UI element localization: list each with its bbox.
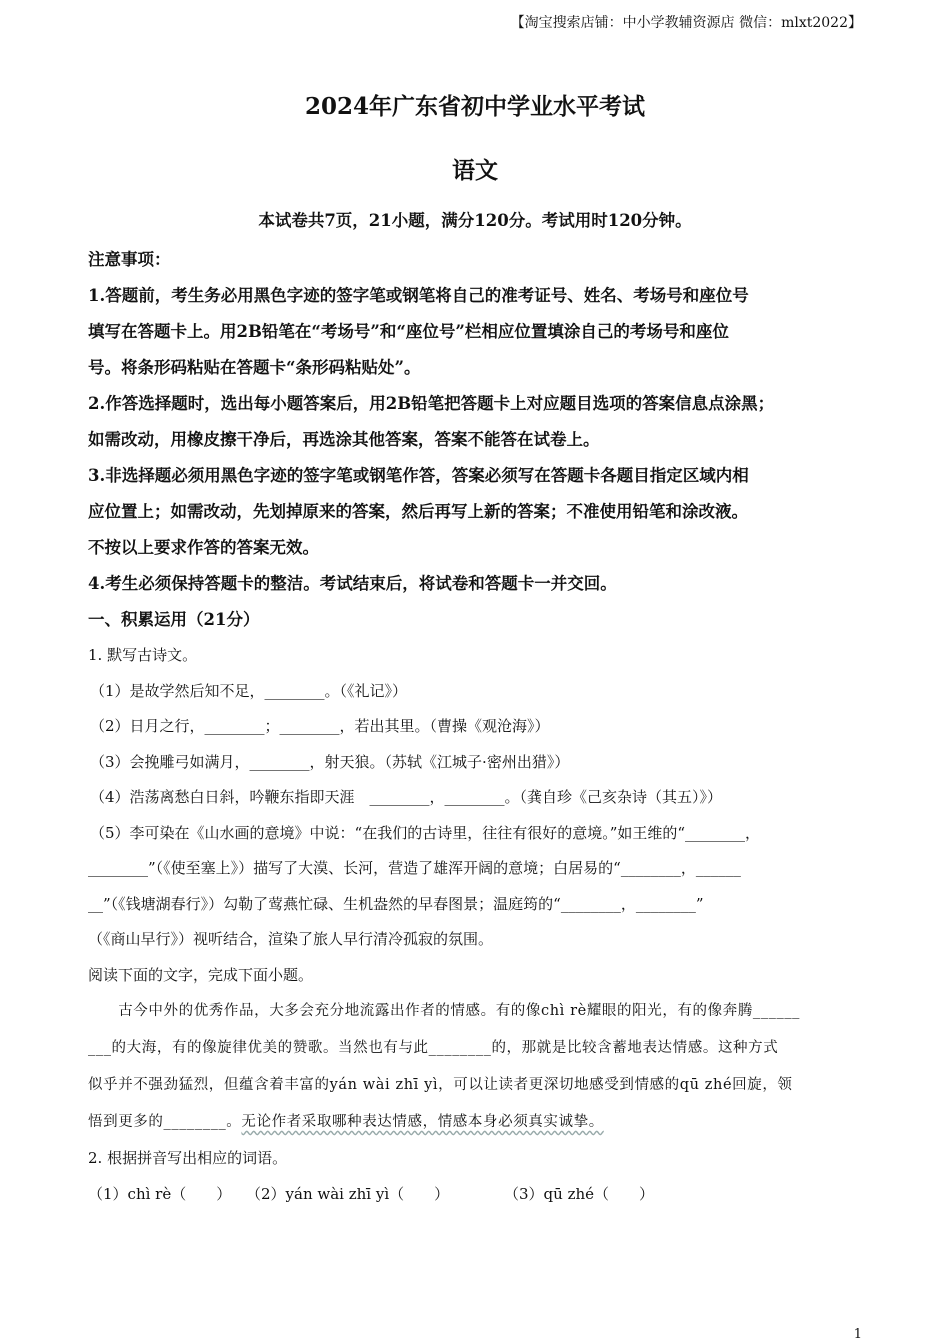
exam-title: 2024年广东省初中学业水平考试 (304, 93, 645, 120)
question-1-item: （4）浩荡离愁白日斜，吟鞭东指即天涯 ________，________。（龚自珍《己亥杂诗（其五）》） (90, 788, 723, 806)
notice-line: 号。将条形码粘贴在答题卡“条形码粘贴处”。 (88, 358, 421, 377)
exam-content (88, 242, 868, 1212)
notice-line: 应位置上；如需改动，先划掉原来的答案，然后再写上新的答案；不准使用铅笔和涂改液。 (88, 502, 748, 521)
notice-heading: 注意事项： (88, 250, 171, 269)
question-1-item: ________”（《使至塞上》）描写了大漠、长河，营造了雄浑开阔的意境；白居易的“________，______ (88, 859, 741, 877)
exam-summary: 本试卷共7页，21小题，满分120分。考试用时120分钟。 (258, 211, 692, 230)
question-1-item: （5）李可染在《山水画的意境》中说：“在我们的古诗里，往往有很好的意境。”如王维的“________， (90, 823, 761, 842)
section-heading: 一、积累运用（21分） (88, 610, 260, 629)
question-1-item: __”（《钱塘湖春行》）勾勒了莺燕忙碌、生机盎然的早春图景；温庭筠的“________，________” (88, 894, 704, 913)
notice-line: 3.非选择题必须用黑色字迹的签字笔或钢笔作答，答案必须写在答题卡各题目指定区域内相 (88, 466, 749, 485)
question-1-intro: 1. 默写古诗文。 (88, 646, 198, 664)
exam-subject: 语文 (452, 157, 498, 184)
question-1-item: （1）是故学然后知不足，________。（《礼记》） (90, 681, 408, 700)
question-2-intro: 2. 根据拼音写出相应的词语。 (88, 1149, 288, 1167)
notice-line: 1.答题前，考生务必用黑色字迹的签字笔或钢笔将自己的准考证号、姓名、考场号和座位号 (88, 286, 749, 305)
passage-line: 似乎并不强劲猛烈，但蕴含着丰富的yán wài zhī yì，可以让读者更深切地感受到情感的qū zhé回旋，领 (88, 1077, 793, 1093)
question-2-item: （1）chì rè（ ） (88, 1184, 232, 1203)
passage-line: 古今中外的优秀作品，大多会充分地流露出作者的情感。有的像chì rè耀眼的阳光，有的像奔腾______ (88, 1003, 801, 1019)
passage-line (88, 1104, 868, 1141)
question-1-item: （《商山早行》）视听结合，渲染了旅人早行清冷孤寂的氛围。 (88, 930, 494, 948)
passage-line: ___的大海，有的像旋律优美的赞歌。当然也有与此________的，那就是比较含蓄地表达情感。这种方式 (88, 1040, 779, 1056)
header-note: 【淘宝搜索店铺：中小学教辅资源店 微信：mlxt2022】 (510, 15, 862, 31)
notice-line: 4.考生必须保持答题卡的整洁。考试结束后，将试卷和答题卡一并交回。 (88, 574, 617, 593)
notice-line: 不按以上要求作答的答案无效。 (88, 538, 319, 557)
question-2-items (88, 1177, 868, 1212)
reading-intro: 阅读下面的文字，完成下面小题。 (88, 965, 314, 984)
passage-text: 悟到更多的________。 (88, 1114, 242, 1130)
question-1-item: （2）日月之行，________；________，若出其里。（曹操《观沧海》） (90, 717, 550, 735)
notice-line: 2.作答选择题时，选出每小题答案后，用2B铅笔把答题卡上对应题目选项的答案信息点涂黑； (88, 394, 775, 413)
notice-line: 如需改动，用橡皮擦干净后，再选涂其他答案，答案不能答在试卷上。 (88, 430, 600, 449)
wavy-underlined-sentence: 无论作者采取哪种表达情感，情感本身必须真实诚挚。 (241, 1114, 604, 1130)
notice-line: 填写在答题卡上。用2B铅笔在“考场号”和“座位号”栏相应位置填涂自己的考场号和座位 (88, 322, 729, 341)
question-2-item: （3）qū zhé（ ） (504, 1184, 655, 1203)
page-number: 1 (853, 1327, 862, 1342)
question-1-item: （3）会挽雕弓如满月，________，射天狼。（苏轼《江城子·密州出猎》） (90, 752, 570, 771)
question-2-item: （2）yán wài zhī yì（ ） (246, 1184, 450, 1203)
